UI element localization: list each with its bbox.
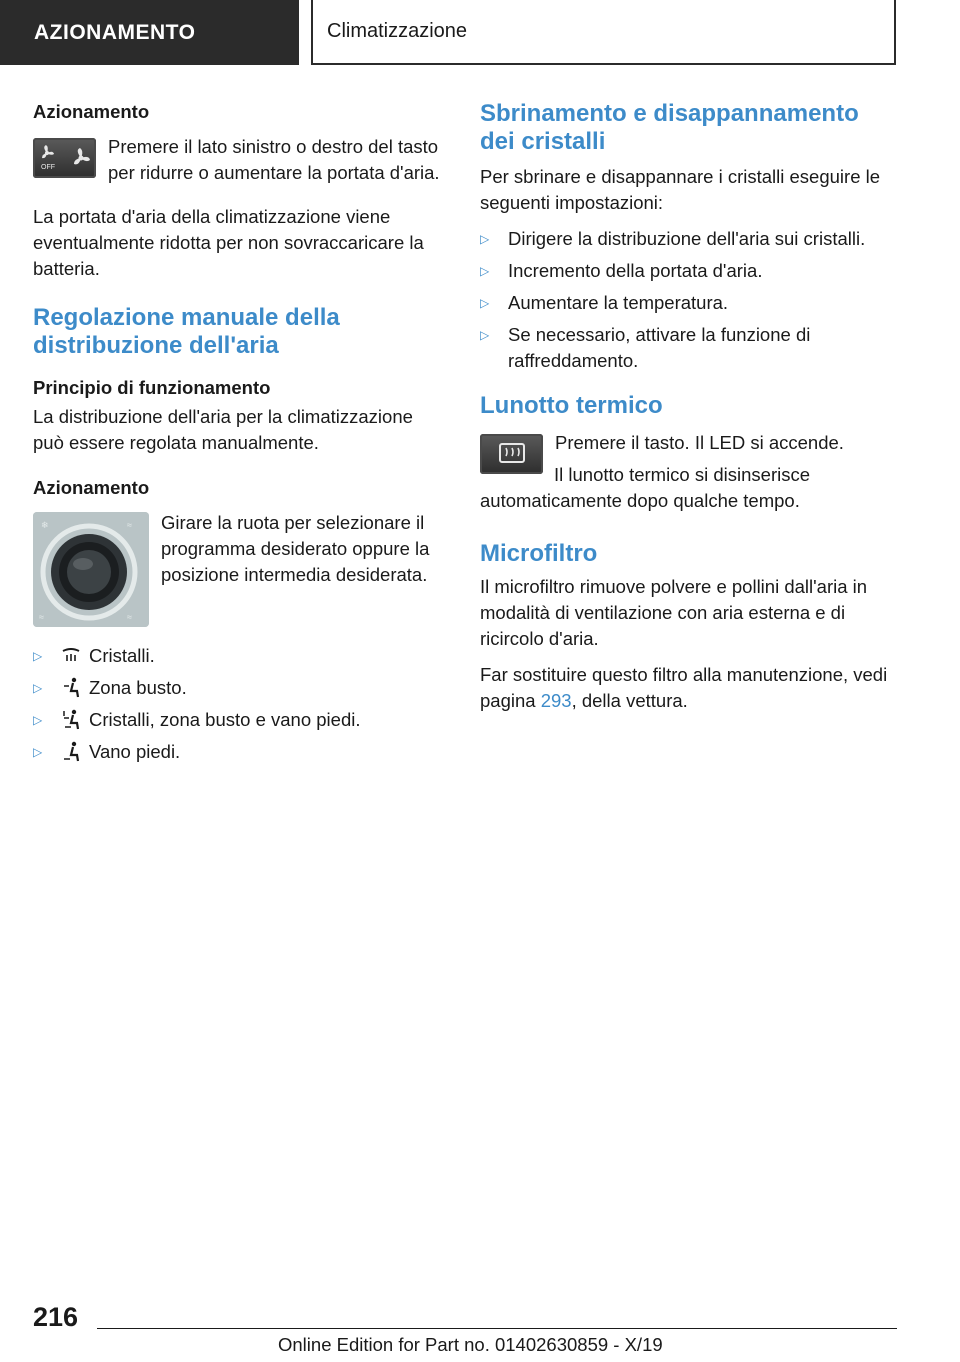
bullet-triangle-icon: ▷: [33, 713, 43, 727]
principio-title: Principio di funzionamento: [33, 377, 271, 398]
svg-text:≈: ≈: [127, 520, 132, 530]
list-item: [33, 739, 447, 765]
windshield-body-feet-vent-icon: [61, 707, 89, 733]
header-section-tab: [0, 0, 299, 65]
defrost-list: [480, 226, 896, 374]
list-item: [480, 226, 896, 252]
bullet-text: Vano piedi.: [89, 741, 181, 762]
header-chapter-tab: [311, 0, 896, 65]
azionamento-text-2: Girare la ruota per selezionare il programma desiderato oppure la posizione intermedia desiderata.: [161, 512, 430, 585]
footwell-vent-icon: [61, 739, 89, 765]
bullet-triangle-icon: ▷: [480, 296, 490, 310]
page-link-293[interactable]: 293: [540, 690, 572, 711]
header-section-label: AZIONAMENTO: [34, 20, 196, 44]
defrost-intro: Per sbrinare e disappannare i cristalli eseguire le seguenti impostazioni:: [480, 166, 881, 213]
bullet-text: Se necessario, attivare la funzione di raffreddamento.: [508, 324, 811, 371]
bullet-text: Dirigere la distribuzione dell'aria sui cristalli.: [508, 228, 866, 249]
air-distribution-list: [33, 643, 447, 765]
bullet-text: Zona busto.: [89, 677, 187, 698]
bullet-triangle-icon: ▷: [33, 681, 43, 695]
list-item: [33, 675, 447, 701]
bullet-text: Aumentare la temperatura.: [508, 292, 729, 313]
dial-row: [33, 510, 447, 627]
microfilter-para1: Il microfiltro rimuove polvere e pollini dall'aria in modalità di ventilazione con aria esterna e di ricircolo d'aria.: [480, 576, 868, 649]
fan-icon: [33, 138, 96, 178]
section-title-rear-window: Lunotto termico: [480, 392, 663, 419]
list-item: [480, 322, 896, 374]
fan-speed-button-image: [33, 138, 96, 178]
svg-text:❄: ❄: [41, 520, 49, 530]
bullet-triangle-icon: ▷: [480, 328, 490, 342]
section-title-defrost: Sbrinamento e disappannamento dei cristalli: [480, 100, 859, 155]
bullet-text: Cristalli, zona busto e vano piedi.: [89, 709, 361, 730]
bullet-triangle-icon: ▷: [33, 649, 43, 663]
rear-window-line2: Il lunotto termico si disinserisce automaticamente dopo qualche tempo.: [480, 464, 811, 511]
upper-body-vent-icon: [61, 675, 89, 701]
bullet-text: Incremento della portata d'aria.: [508, 260, 763, 281]
rear-window-line1: Premere il tasto. Il LED si accende.: [555, 432, 844, 453]
windshield-vent-icon: [61, 643, 89, 669]
bullet-triangle-icon: ▷: [480, 264, 490, 278]
principio-text: La distribuzione dell'aria per la climatizzazione può essere regolata manualmente.: [33, 406, 413, 453]
rear-window-defrost-button-image: [480, 434, 543, 474]
left-column: [33, 100, 447, 775]
microfilter-para2: [480, 662, 896, 714]
svg-text:≈: ≈: [127, 612, 132, 622]
rear-defrost-icon: [480, 434, 543, 474]
footer-edition: Online Edition for Part no. 01402630859 - X/19: [278, 1334, 663, 1355]
azionamento-title-1: Azionamento: [33, 101, 150, 122]
header-chapter-label: Climatizzazione: [327, 20, 468, 42]
list-item: [33, 643, 447, 669]
azionamento-text-1: Premere il lato sinistro o destro del tasto per ridurre o aumentare la portata d'aria.: [108, 136, 440, 183]
page-number: 216: [33, 1302, 79, 1332]
azionamento-title-2: Azionamento: [33, 477, 150, 498]
list-item: [33, 707, 447, 733]
microfilter-para2-text: Far sostituire questo filtro alla manutenzione, vedi pagina: [480, 664, 888, 711]
svg-text:OFF: OFF: [41, 164, 55, 171]
microfilter-para2-end: , della vettura.: [571, 690, 688, 711]
list-item: [480, 258, 896, 284]
paragraph-battery: La portata d'aria della climatizzazione viene eventualmente ridotta per non sovraccaricare la batteria.: [33, 206, 424, 279]
air-distribution-dial-icon: [33, 512, 149, 627]
footer-divider: [97, 1328, 897, 1329]
svg-text:≈: ≈: [39, 612, 44, 622]
bullet-text: Cristalli.: [89, 645, 155, 666]
section-title-air-distribution: Regolazione manuale della distribuzione dell'aria: [33, 304, 340, 359]
bullet-triangle-icon: ▷: [33, 745, 43, 759]
air-distribution-dial-image: [33, 512, 149, 627]
right-column: [480, 100, 896, 724]
fan-button-row: [33, 134, 447, 194]
bullet-triangle-icon: ▷: [480, 232, 490, 246]
list-item: [480, 290, 896, 316]
section-title-microfilter: Microfiltro: [480, 540, 598, 567]
